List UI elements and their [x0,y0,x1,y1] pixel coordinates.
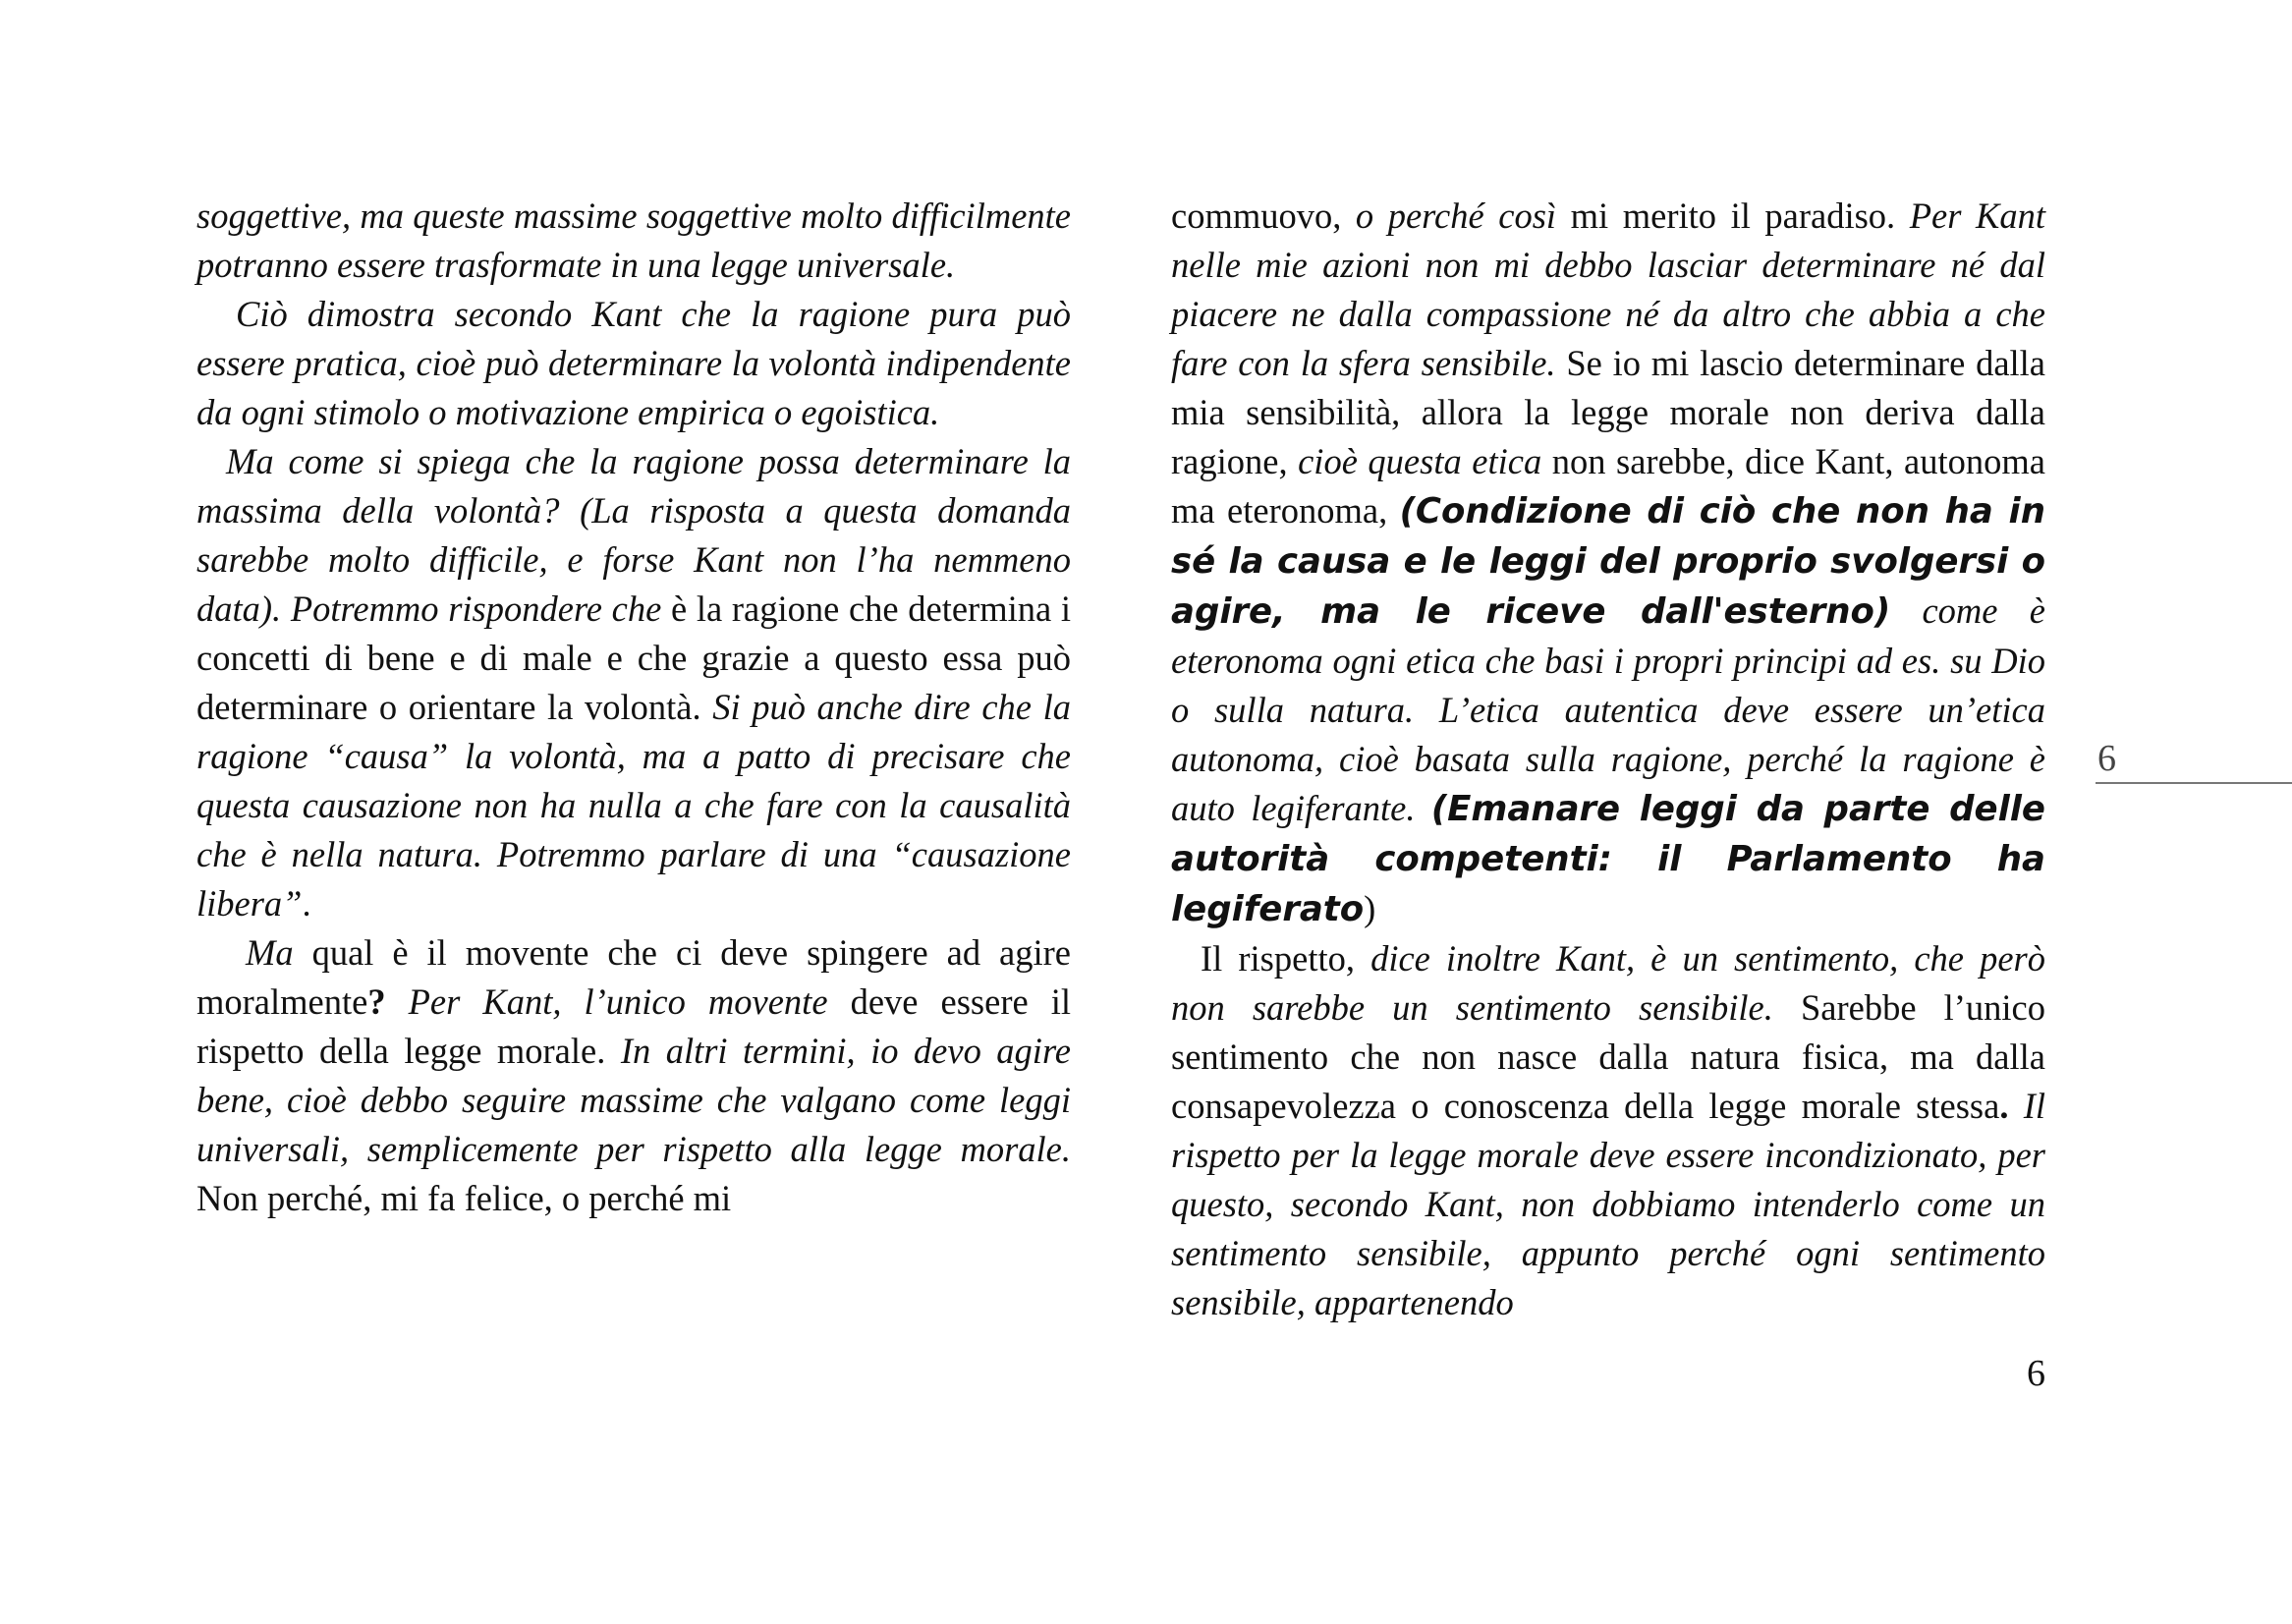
text-run: Per Kant nelle mie azioni non mi debbo lasciar determinare né dal piacere ne dalla compassione né da altro che abbia a che fare con la sfera sensibile. [1171,196,2046,383]
margin-page-number: 6 [2097,738,2116,779]
text-run: qual è il movente che ci deve spingere ad agire moralmente [196,932,1071,1022]
text-run: Sarebbe l’unico sentimento che non nasce dalla natura fisica, ma dalla consapevolezza o conoscenza della legge morale stessa [1171,987,2045,1126]
text-run: Il rispetto, [1201,938,1371,979]
text-run: . [1999,1086,2009,1126]
margin-divider [2096,782,2292,784]
paragraph-left-3 [196,437,1071,928]
text-run: Se io mi lascio determinare dalla mia sensibilità, allora la legge morale non deriva dalla ragione, [1171,343,2046,481]
text-run: Non perché, mi fa felice, o perché mi [196,1178,732,1218]
text-run: Si può anche dire che la ragione “causa” la volontà, ma a patto di precisare che questa causazione non ha nulla a che fare con la causalità che è nella natura. Potremmo parlare di una “causazione libera” [196,687,1071,924]
text-run: Per Kant, l’unico movente [385,981,828,1022]
definition-legiferare: (Emanare leggi da parte delle autorità competenti: il Parlamento ha legiferato [1171,789,2045,929]
text-run: ? [367,981,386,1022]
text-run: è la ragione che determina i concetti di bene e di male e che grazie a questo essa può determinare o orientare la volontà. [196,588,1071,727]
text-run: commuovo, [1171,196,1356,236]
text-run: Ma [246,932,294,973]
page-number: 6 [2027,1353,2045,1394]
text-run: . [302,883,311,924]
text-run: dice inoltre Kant, è un sentimento, che però non sarebbe un sentimento sensibile. [1171,938,2045,1028]
text-run: ( [1399,491,1416,532]
left-text-column [196,192,1071,1223]
text-run: ) [1873,591,1891,632]
text-run: soggettive, ma queste massime soggettive molto difficilmente potranno essere trasformate in una legge universale. [196,196,1071,285]
text-run: Ciò dimostra secondo Kant che la ragione pura può essere pratica, cioè può determinare la volontà indipendente da ogni stimolo o motivazione empirica o egoistica. [196,294,1071,432]
text-run: non sarebbe, dice Kant, autonoma ma eteronoma, [1171,441,2045,531]
paragraph-left-1 [196,192,1071,290]
text-run: ) [1364,888,1376,928]
paragraph-left-2 [196,290,1071,437]
paragraph-right-2 [1171,934,2045,1327]
text-run: o perché così [1355,196,1557,236]
text-run: deve essere il rispetto della legge morale. [196,981,1071,1071]
text-run: Ma come si spiega che la ragione possa determinare la massima della volontà? (La risposta a questa domanda sarebbe molto difficile, e forse Kant non l’ha nemmeno data). Potremmo rispondere che [196,441,1071,629]
text-run: mi merito il paradiso. [1556,196,1910,236]
text-run: In altri termini, io devo agire bene, cioè debbo seguire massime che valgano come leggi universali, semplicemente per rispetto alla legge morale. [196,1031,1071,1169]
paragraph-right-1 [1171,192,2045,934]
right-text-column [1171,192,2045,1327]
text-run: cioè questa etica [1298,441,1542,481]
text-run: Il rispetto per la legge morale deve essere incondizionato, per questo, secondo Kant, non dobbiamo intenderlo come un sentimento sensibile, appunto perché ogni sentimento sensibile, appartenendo [1171,1086,2046,1322]
definition-heteronomy: Condizione di ciò che non ha in sé la causa e le leggi del proprio svolgersi o agire, ma le riceve dall'esterno [1171,491,2045,632]
paragraph-left-4 [196,928,1071,1223]
text-run: come è eteronoma ogni etica che basi i propri principi ad es. su Dio o sulla natura. L’etica autentica deve essere un’etica autonoma, cioè basata sulla ragione, perché la ragione è auto legiferante. [1171,590,2045,828]
